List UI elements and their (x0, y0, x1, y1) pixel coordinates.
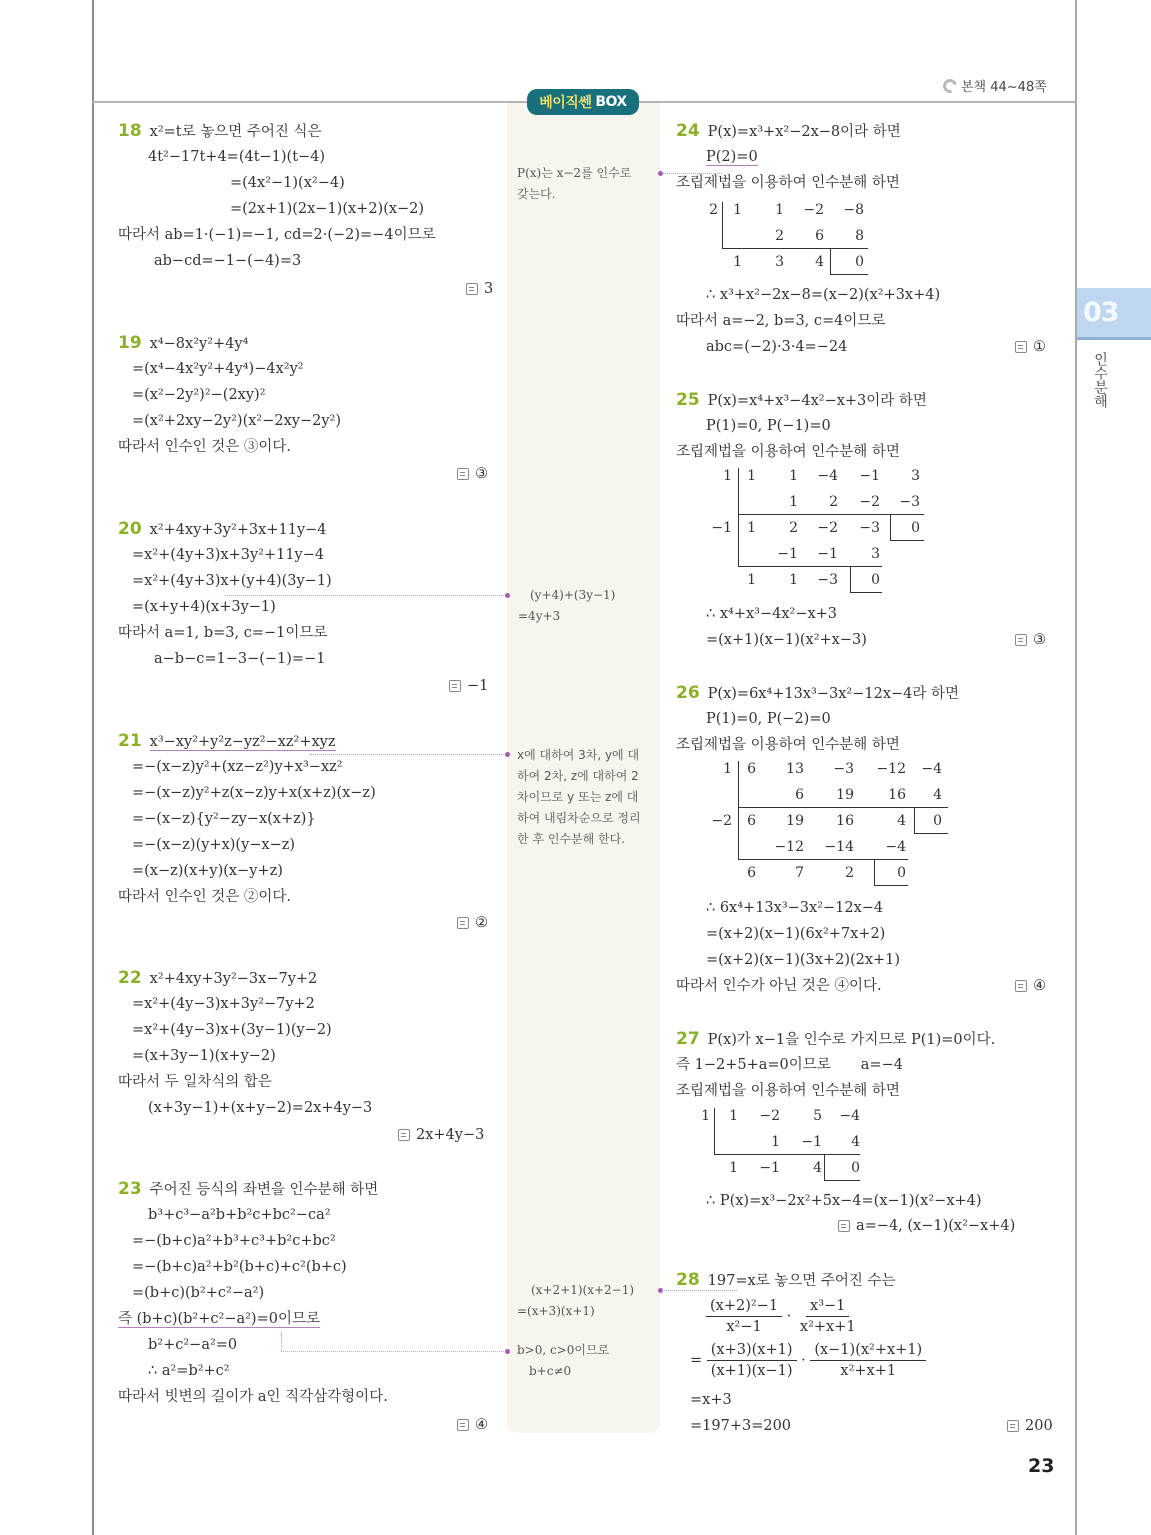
answer-22: 2x+4y−3 (398, 1127, 484, 1143)
page-number: 23 (1028, 1455, 1055, 1477)
problem-20: 20 x²+4xy+3y²+3x+11y−4 =x²+(4y+3)x+3y²+11y−4 =x²+(4y+3)x+(y+4)(3y−1) =(x+y+4)(x+3y−1) 따라서 a=1, b=3, c=−1이므로 a−b−c=1−3−(−1)=−1 (118, 519, 332, 667)
answer-24: ① (1015, 339, 1046, 355)
textbook-reference: 본책 44~48쪽 (943, 76, 1047, 95)
note-connector-23 (281, 1351, 508, 1352)
answer-icon (449, 680, 461, 692)
note-bullet-20 (505, 593, 510, 598)
answer-icon (1007, 1420, 1019, 1432)
problem-28-continued: =x+3 =197+3=200 (690, 1392, 792, 1434)
chapter-tab: 03 (1077, 288, 1151, 340)
sidebar-note-28: (x+2+1)(x+2−1) =(x+3)(x+1) (517, 1283, 635, 1318)
problem-24-continued: ∴ x³+x²−2x−8=(x−2)(x²+3x+4) 따라서 a=−2, b=3, c=4이므로 abc=(−2)·3·4=−24 (676, 287, 941, 355)
sidebar-note-21: x에 대하여 3차, y에 대 하여 2차, z에 대하여 2 차이므로 y 또는 z에 대 하여 내림차순으로 정리 한 후 인수분해 한다. (517, 748, 641, 846)
reference-icon (940, 76, 959, 95)
note-connector-21 (310, 754, 508, 755)
sidebar-note-24: P(x)는 x−2를 인수로 갖는다. (517, 166, 632, 201)
problem-27-continued: ∴ P(x)=x³−2x²+5x−4=(x−1)(x²−x+4) (706, 1193, 982, 1209)
sidebar-note-20: (y+4)+(3y−1) =4y+3 (518, 588, 616, 623)
answer-18: 3 (466, 281, 493, 297)
basic-box-badge: 베이직쎈 BOX (527, 89, 639, 115)
problem-18: 18 x²=t로 놓으면 주어진 식은 4t²−17t+4=(4t−1)(t−4) =(4x²−1)(x²−4) =(2x+1)(2x−1)(x+2)(x−2) 따라서 ab=1·(−1)=−1, cd=2·(−2)=−4이므로 ab−cd=−1−(−4)=3 (118, 121, 436, 269)
problem-25: 25 P(x)=x⁴+x³−4x²−x+3이라 하면 P(1)=0, P(−1)=0 조립제법을 이용하여 인수분해 하면 (676, 390, 927, 460)
answer-icon (1015, 341, 1027, 353)
answer-icon (1015, 634, 1027, 646)
answer-icon (466, 283, 478, 295)
answer-icon (457, 1419, 469, 1431)
problem-28-fraction-1: $\frac{\text{(x+2)²−1}}{\text{x²−1}}$ · $\frac{\text{x³−1}}{\text{x²+x+1}}$ (706, 1296, 860, 1337)
page-left-border (92, 0, 94, 1535)
problem-28: 28 197=x로 놓으면 주어진 수는 (676, 1270, 896, 1290)
sidebar-note-23: b>0, c>0이므로 b+c≠0 (517, 1343, 610, 1378)
answer-27: a=−4, (x−1)(x²−x+4) (838, 1218, 1015, 1234)
note-connector-24 (662, 173, 722, 174)
answer-icon (457, 917, 469, 929)
problem-21: 21 x³−xy²+y²z−yz²−xz²+xyz =−(x−z)y²+(xz−z²)y+x³−xz² =−(x−z)y²+z(x−z)y+x(x+z)(x−z) =−(x−z){y²−zy−x(x+z)} =−(x−z)(y+x)(y−x−z) =(x−z)(x+y)(x−y+z) 따라서 인수인 것은 ②이다. (118, 731, 376, 905)
answer-19: ③ (457, 466, 488, 482)
problem-19: 19 x⁴−8x²y²+4y⁴ =(x⁴−4x²y²+4y⁴)−4x²y² =(x²−2y²)²−(2xy)² =(x²+2xy−2y²)(x²−2xy−2y²) 따라서 인수인 것은 ③이다. (118, 333, 342, 455)
problem-22: 22 x²+4xy+3y²−3x−7y+2 =x²+(4y−3)x+3y²−7y+2 =x²+(4y−3)x+(3y−1)(y−2) =(x+3y−1)(x+y−2) 따라서 두 일차식의 합은 (x+3y−1)+(x+y−2)=2x+4y−3 (118, 968, 373, 1116)
note-connector-28 (662, 1290, 737, 1291)
note-bullet-23 (505, 1349, 510, 1354)
note-connector-23-v (281, 1332, 282, 1352)
note-connector-20 (225, 595, 508, 596)
answer-icon (457, 468, 469, 480)
problem-27: 27 P(x)가 x−1을 인수로 가지므로 P(1)=0이다. 즉 1−2+5+a=0이므로 a=−4 조립제법을 이용하여 인수분해 하면 (676, 1029, 996, 1099)
chapter-name: 인수분해 (1092, 352, 1108, 408)
problem-25-continued: ∴ x⁴+x³−4x²−x+3 =(x+1)(x−1)(x²+x−3) (706, 606, 867, 648)
answer-25: ③ (1015, 632, 1046, 648)
answer-23: ④ (457, 1417, 488, 1433)
answer-21: ② (457, 915, 488, 931)
problem-26-continued: ∴ 6x⁴+13x³−3x²−12x−4 =(x+2)(x−1)(6x²+7x+2) =(x+2)(x−1)(3x+2)(2x+1) 따라서 인수가 아닌 것은 ④이다. (676, 900, 901, 994)
problem-24: 24 P(x)=x³+x²−2x−8이라 하면 P(2)=0 조립제법을 이용하여 인수분해 하면 (676, 121, 901, 191)
problem-23: 23 주어진 등식의 좌변을 인수분해 하면 b³+c³−a²b+b²c+bc²−ca² =−(b+c)a²+b³+c³+b²c+bc² =−(b+c)a²+b²(b+c)+c²(b+c) =(b+c)(b²+c²−a²) 즉 (b+c)(b²+c²−a²)=0이므로 b²+c²−a²=0 ∴ a²=b²+c² 따라서 빗변의 길이가 a인 직각삼각형이다. (118, 1179, 388, 1405)
problem-28-fraction-2: = $\frac{(x+3)(x+1)}{(x+1)(x-1)}$ · $\frac{\text{(x−1)(x²+x+1)}}{\text{x²+x+1}}$ (690, 1340, 926, 1381)
answer-icon (398, 1129, 410, 1141)
answer-26: ④ (1015, 978, 1046, 994)
answer-icon (1015, 980, 1027, 992)
page-right-border (1075, 0, 1077, 1535)
answer-icon (838, 1220, 850, 1232)
problem-26: 26 P(x)=6x⁴+13x³−3x²−12x−4라 하면 P(1)=0, P(−2)=0 조립제법을 이용하여 인수분해 하면 (676, 683, 960, 753)
answer-28: 200 (1007, 1418, 1053, 1434)
note-bullet-21 (505, 752, 510, 757)
answer-20: −1 (449, 678, 488, 694)
